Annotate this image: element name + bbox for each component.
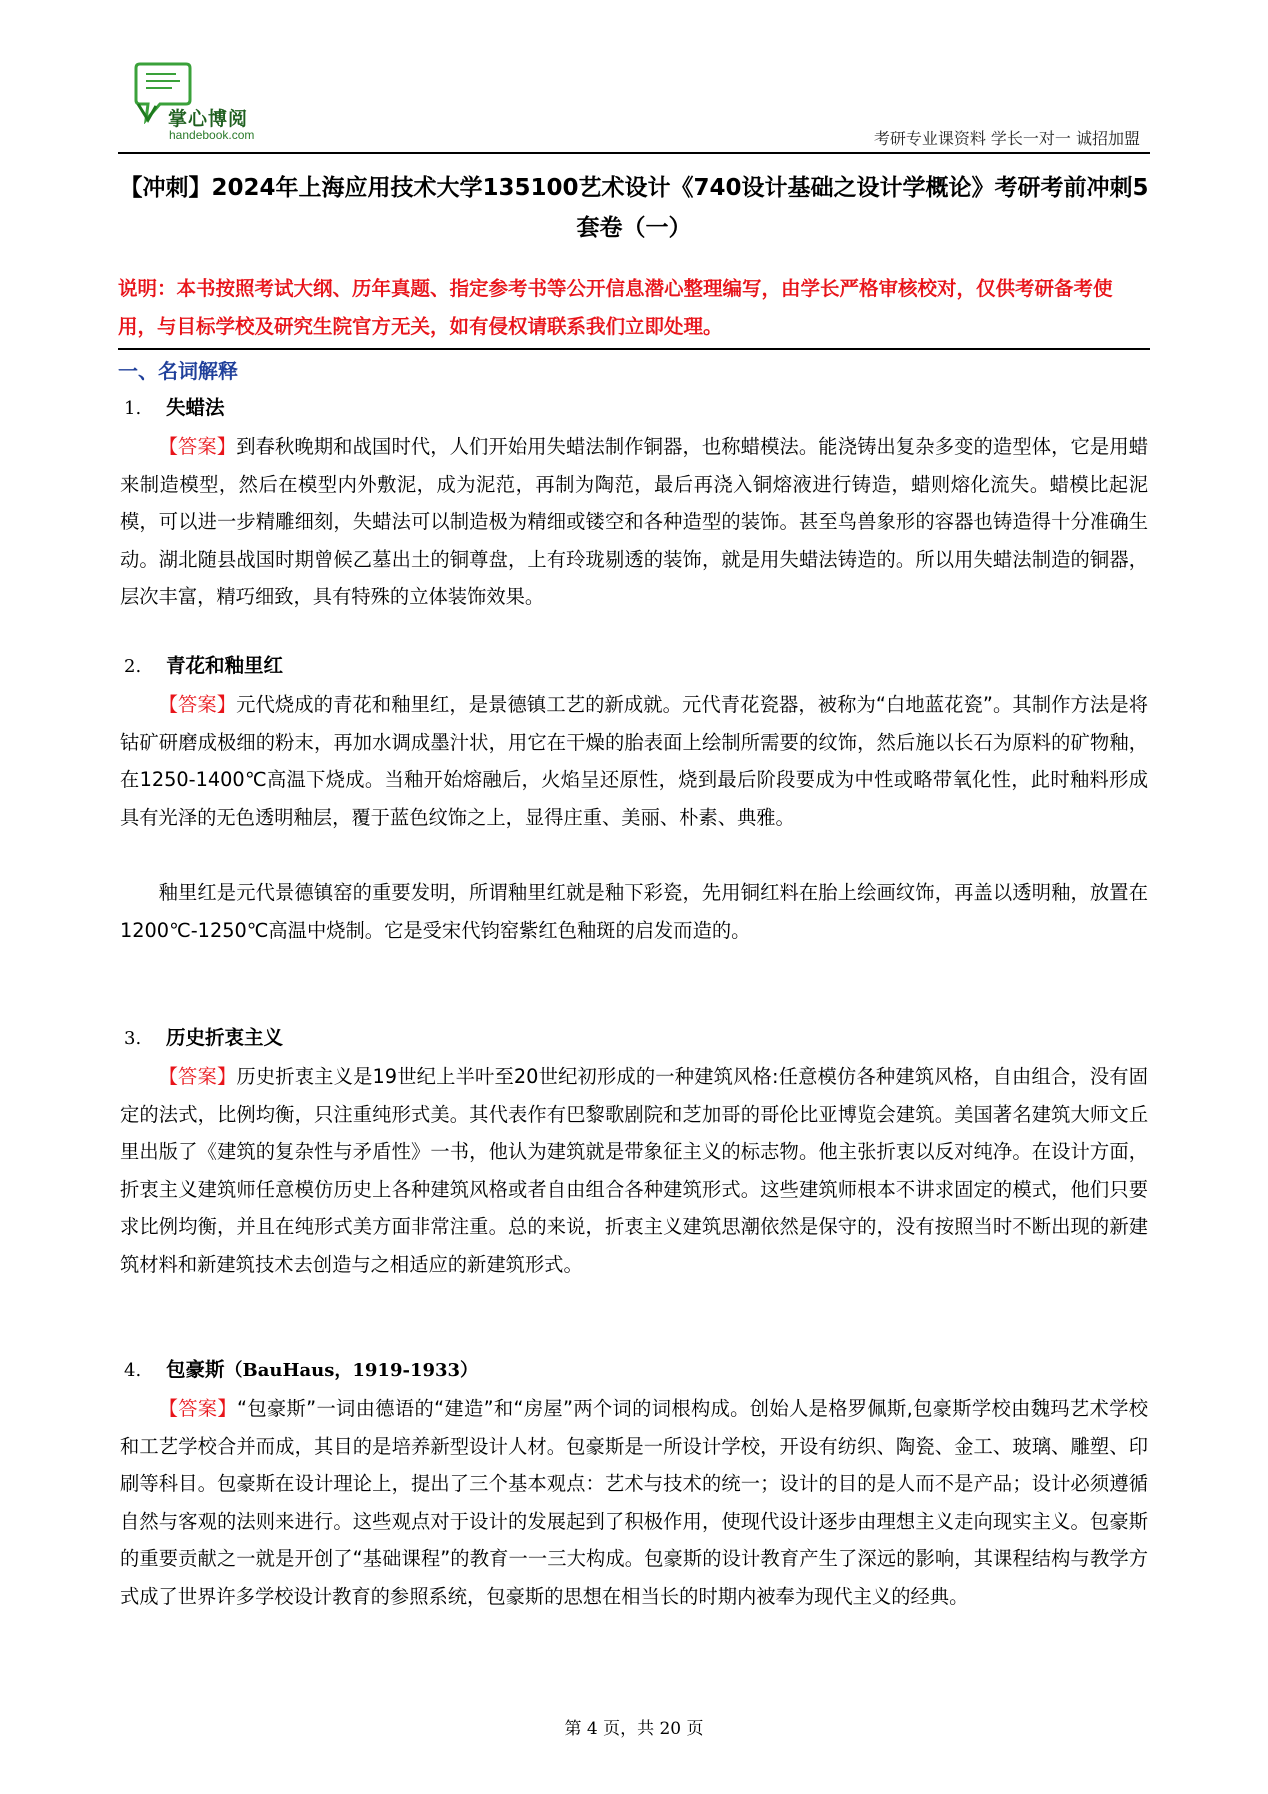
term-heading xyxy=(124,1022,283,1055)
section-heading: 一、名词解释 xyxy=(118,359,238,383)
answer-tag: 【答案】 xyxy=(158,1397,238,1420)
term-heading xyxy=(124,392,225,425)
answer-text: 元代烧成的青花和釉里红，是景德镇工艺的新成就。元代青花瓷器，被称为“白地蓝花瓷”。其制作方法是将钴矿研磨成极细的粉末，再加水调成墨汁状，用它在干燥的胎表面上绘制所需要的纹饰，然后施以长石为原料的矿物釉，在1250-1400℃高温下烧成。当釉开始熔融后，火焰呈还原性，烧到最后阶段要成为中性或略带氧化性，此时釉料形成具有光泽的无色透明釉层，覆于蓝色纹饰之上，显得庄重、美丽、朴素、典雅。 xyxy=(120,693,1148,829)
logo-name: 掌心博阅 xyxy=(168,108,249,130)
answer-paragraph xyxy=(120,686,1148,836)
term-heading xyxy=(124,1354,478,1387)
answer-text: 到春秋晚期和战国时代，人们开始用失蜡法制作铜器，也称蜡模法。能浇铸出复杂多变的造型体，它是用蜡来制造模型，然后在模型内外敷泥，成为泥范，再制为陶范，最后再浇入铜熔液进行铸造，蜡则熔化流失。蜡模比起泥模，可以进一步精雕细刻，失蜡法可以制造极为精细或镂空和各种造型的装饰。甚至鸟兽象形的容器也铸造得十分准确生动。湖北随县战国时期曾候乙墓出土的铜尊盘，上有玲珑剔透的装饰，就是用失蜡法铸造的。所以用失蜡法制造的铜器，层次丰富，精巧细致，具有特殊的立体装饰效果。 xyxy=(120,435,1149,609)
term-heading xyxy=(124,650,283,683)
answer-paragraph xyxy=(120,1390,1148,1616)
answer-text: 历史折衷主义是19世纪上半叶至20世纪初形成的一种建筑风格:任意模仿各种建筑风格，自由组合，没有固定的法式，比例均衡，只注重纯形式美。其代表作有巴黎歌剧院和芝加哥的哥伦比亚博览会建筑。美国著名建筑大师文丘里出版了《建筑的复杂性与矛盾性》一书，他认为建筑就是带象征主义的标志物。他主张折衷以反对纯净。在设计方面，折衷主义建筑师任意模仿历史上各种建筑风格或者自由组合各种建筑形式。这些建筑师根本不讲求固定的模式，他们只要求比例均衡，并且在纯形式美方面非常注重。总的来说，折衷主义建筑思潮依然是保守的，没有按照当时不断出现的新建筑材料和新建筑技术去创造与之相适应的新建筑形式。 xyxy=(120,1065,1149,1276)
answer-tag: 【答案】 xyxy=(158,435,237,458)
term-number: 1. xyxy=(124,398,142,419)
term-extra: （BauHaus，1919-1933） xyxy=(224,1360,479,1381)
logo xyxy=(118,56,278,146)
page-number: 第 4 页，共 20 页 xyxy=(564,1719,704,1739)
header-divider xyxy=(118,152,1150,154)
term-name: 包豪斯 xyxy=(166,1358,225,1381)
answer-text: 釉里红是元代景德镇窑的重要发明，所谓釉里红就是釉下彩瓷，先用铜红料在胎上绘画纹饰，再盖以透明釉，放置在1200℃-1250℃高温中烧制。它是受宋代钧窑紫红色釉斑的启发而造的。 xyxy=(120,881,1148,942)
answer-tag: 【答案】 xyxy=(158,693,237,716)
answer-text: “包豪斯”一词由德语的“建造”和“房屋”两个词的词根构成。创始人是格罗佩斯,包豪斯学校由魏玛艺术学校和工艺学校合并而成，其目的是培养新型设计人材。包豪斯是一所设计学校，开设有纺织、陶瓷、金工、玻璃、雕塑、印刷等科目。包豪斯在设计理论上，提出了三个基本观点：艺术与技术的统一；设计的目的是人而不是产品；设计必须遵循自然与客观的法则来进行。这些观点对于设计的发展起到了积极作用，使现代设计逐步由理想主义走向现实主义。包豪斯的重要贡献之一就是开创了“基础课程”的教育一一三大构成。包豪斯的设计教育产生了深远的影响，其课程结构与教学方式成了世界许多学校设计教育的参照系统，包豪斯的思想在相当长的时期内被奉为现代主义的经典。 xyxy=(120,1397,1149,1608)
answer-paragraph xyxy=(120,874,1148,949)
term-name: 失蜡法 xyxy=(166,396,225,419)
page-header xyxy=(118,56,1150,152)
term-name: 历史折衷主义 xyxy=(166,1026,284,1049)
answer-paragraph xyxy=(120,428,1148,616)
disclaimer-notice: 说明：本书按照考试大纲、历年真题、指定参考书等公开信息潜心整理编写，由学长严格审核校对，仅供考研备考使用，与目标学校及研究生院官方无关，如有侵权请联系我们立即处理。 xyxy=(118,277,1113,338)
term-number: 4. xyxy=(124,1360,142,1381)
notice-divider xyxy=(118,348,1150,350)
logo-url: handebook.com xyxy=(169,128,255,142)
document-title: 【冲刺】2024年上海应用技术大学135100艺术设计《740设计基础之设计学概论》考研考前冲刺5套卷（一） xyxy=(119,175,1149,241)
term-name: 青花和釉里红 xyxy=(166,654,284,677)
header-slogan: 考研专业课资料 学长一对一 诚招加盟 xyxy=(873,129,1140,148)
term-number: 2. xyxy=(124,656,142,677)
term-number: 3. xyxy=(124,1028,142,1049)
answer-paragraph xyxy=(120,1058,1148,1284)
answer-tag: 【答案】 xyxy=(158,1065,237,1088)
